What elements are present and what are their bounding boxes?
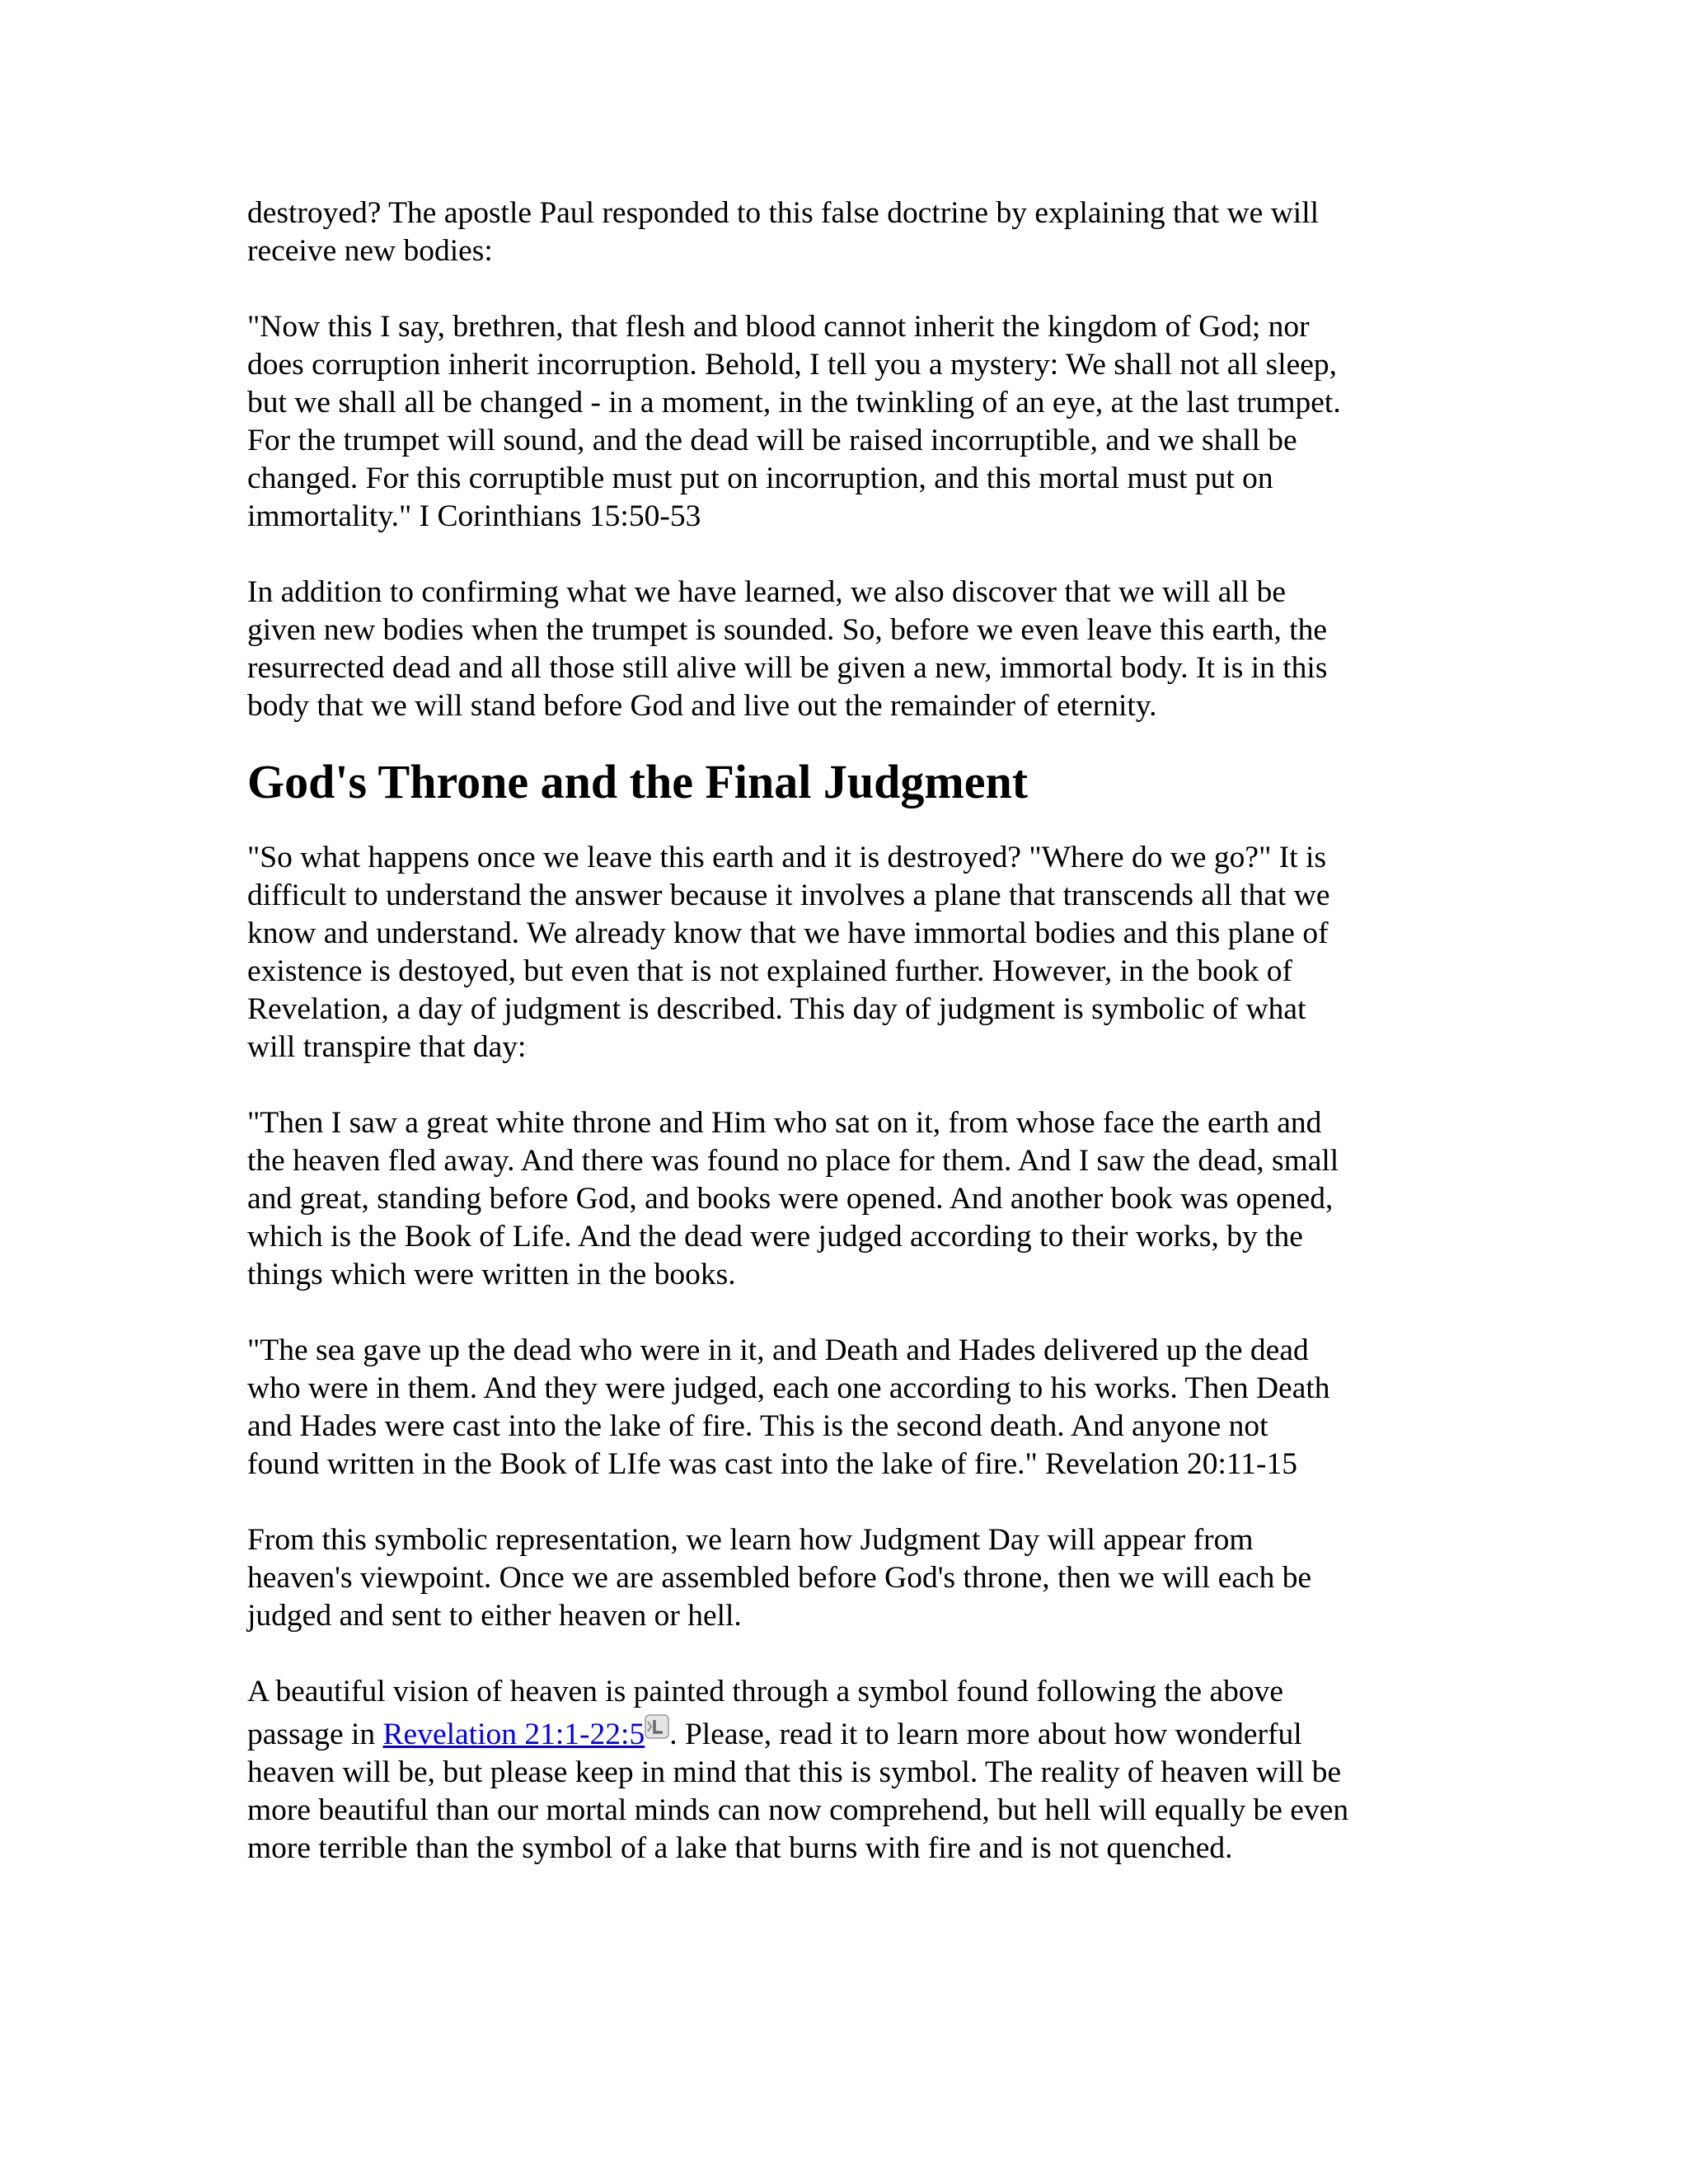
text-line: changed. For this corruptible must put on incorruption, and this mortal must put on: [247, 462, 1273, 495]
section-heading: God's Throne and the Final Judgment: [247, 755, 1029, 808]
text-line: judged and sent to either heaven or hell.: [247, 1599, 742, 1633]
text-line: "So what happens once we leave this earth and it is destroyed? "Where do we go?" It is: [247, 841, 1327, 874]
text-line: For the trumpet will sound, and the dead will be raised incorruptible, and we shall be: [247, 424, 1297, 457]
text-line: heaven will be, but please keep in mind that this is symbol. The reality of heaven will be: [247, 1755, 1342, 1789]
text-line: heaven's viewpoint. Once we are assembled before God's throne, then we will each be: [247, 1561, 1312, 1595]
paragraph-new-bodies: [247, 574, 1451, 725]
text-line: know and understand. We already know that we have immortal bodies and this plane of: [247, 916, 1329, 950]
paragraph-intro: [247, 194, 1451, 270]
text-line: more terrible than the symbol of a lake that burns with fire and is not quenched.: [247, 1831, 1233, 1865]
text-line: existence is destoyed, but even that is not explained further. However, in the book of: [247, 954, 1292, 988]
text-segment: . Please, read it to learn more about how wonderful: [669, 1718, 1302, 1751]
text-line: immortality." I Corinthians 15:50-53: [247, 499, 701, 533]
text-line: things which were written in the books.: [247, 1258, 736, 1291]
document-body: [247, 194, 1451, 1868]
text-line: In addition to confirming what we have learned, we also discover that we will all be: [247, 575, 1287, 609]
text-line: "The sea gave up the dead who were in it, and Death and Hades delivered up the dead: [247, 1333, 1309, 1367]
text-line: Revelation, a day of judgment is described. This day of judgment is symbolic of what: [247, 992, 1306, 1026]
text-line: "Now this I say, brethren, that flesh and blood cannot inherit the kingdom of God; nor: [247, 310, 1310, 344]
text-line: more beautiful than our mortal minds can now comprehend, but hell will equally be even: [247, 1793, 1349, 1827]
text-line: but we shall all be changed - in a moment, in the twinkling of an eye, at the last trumpet.: [247, 386, 1341, 419]
text-line: receive new bodies:: [247, 234, 493, 268]
text-line: will transpire that day:: [247, 1030, 527, 1064]
text-line: which is the Book of Life. And the dead were judged according to their works, by the: [247, 1220, 1303, 1254]
text-line: does corruption inherit incorruption. Behold, I tell you a mystery: We shall not all sleep,: [247, 348, 1338, 382]
text-line: given new bodies when the trumpet is sounded. So, before we even leave this earth, the: [247, 613, 1328, 647]
text-line: who were in them. And they were judged, each one according to his works. Then Death: [247, 1371, 1330, 1405]
text-line: found written in the Book of LIfe was cast into the lake of fire." Revelation 20:11-15: [247, 1447, 1297, 1481]
text-line-with-link: [247, 1711, 1451, 1754]
text-line: From this symbolic representation, we learn how Judgment Day will appear from: [247, 1523, 1254, 1557]
paragraph-where-do-we-go: [247, 839, 1451, 1066]
text-line: body that we will stand before God and live out the remainder of eternity.: [247, 689, 1157, 723]
text-segment: passage in: [247, 1718, 383, 1751]
quote-revelation-part2: [247, 1332, 1451, 1483]
text-line: destroyed? The apostle Paul responded to this false doctrine by explaining that we will: [247, 196, 1320, 230]
quote-corinthians: [247, 308, 1451, 536]
paragraph-judgment-day: [247, 1521, 1451, 1635]
revelation-reference-link[interactable]: Revelation 21:1-22:5: [382, 1718, 645, 1751]
quote-revelation-part1: [247, 1104, 1451, 1294]
bible-reference-link-icon[interactable]: [645, 1711, 669, 1736]
text-line: and Hades were cast into the lake of fire. This is the second death. And anyone not: [247, 1409, 1268, 1443]
text-line: A beautiful vision of heaven is painted through a symbol found following the above: [247, 1675, 1284, 1708]
text-line: difficult to understand the answer because it involves a plane that transcends all that we: [247, 879, 1330, 912]
text-line: resurrected dead and all those still alive will be given a new, immortal body. It is in this: [247, 651, 1328, 685]
text-line: "Then I saw a great white throne and Him who sat on it, from whose face the earth and: [247, 1106, 1322, 1140]
text-line: and great, standing before God, and books were opened. And another book was opened,: [247, 1182, 1334, 1216]
text-line: the heaven fled away. And there was found no place for them. And I saw the dead, small: [247, 1144, 1339, 1178]
paragraph-vision-of-heaven: [247, 1673, 1451, 1868]
